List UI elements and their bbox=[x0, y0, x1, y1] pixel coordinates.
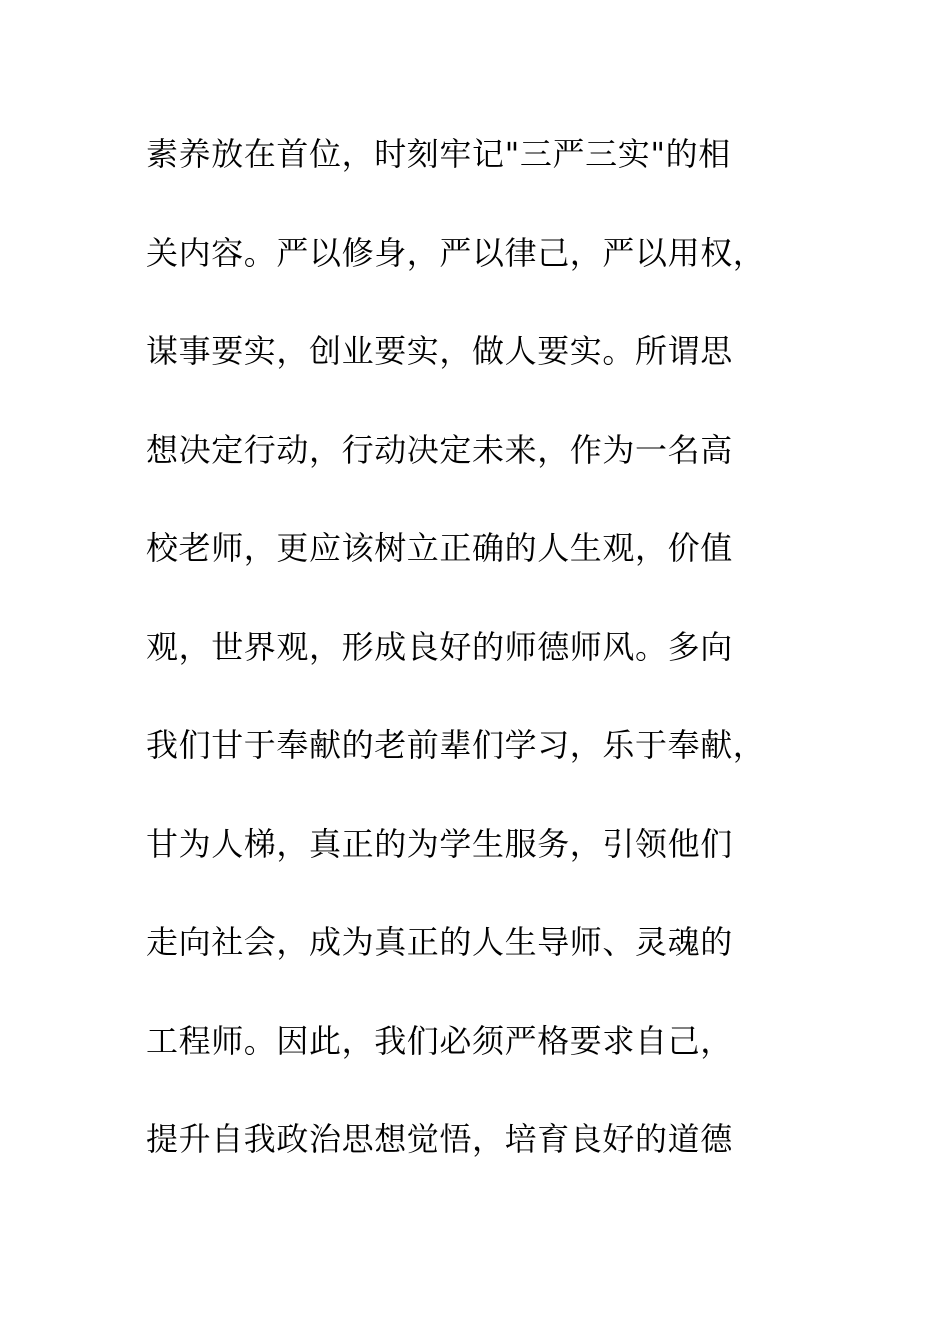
text-line: 校老师，更应该树立正确的人生观，价值 bbox=[146, 529, 733, 567]
text-line: 走向社会，成为真正的人生导师、灵魂的 bbox=[146, 923, 733, 961]
text-line: 我们甘于奉献的老前辈们学习，乐于奉献， bbox=[146, 726, 766, 764]
text-line: 想决定行动，行动决定未来，作为一名高 bbox=[146, 430, 733, 469]
text-line: 关内容。严以修身，严以律己，严以用权， bbox=[146, 233, 766, 272]
text-line: 谋事要实，创业要实，做人要实。所谓思 bbox=[146, 332, 733, 370]
body-paragraph bbox=[146, 126, 806, 1210]
text-line: 甘为人梯，真正的为学生服务，引领他们 bbox=[146, 824, 733, 863]
text-line: 提升自我政治思想觉悟，培育良好的道德 bbox=[146, 1120, 733, 1158]
text-line: 观，世界观，形成良好的师德师风。多向 bbox=[146, 627, 733, 666]
text-line: 素养放在首位，时刻牢记"三严三实"的相 bbox=[146, 135, 731, 173]
text-line: 工程师。因此，我们必须严格要求自己， bbox=[146, 1021, 733, 1060]
